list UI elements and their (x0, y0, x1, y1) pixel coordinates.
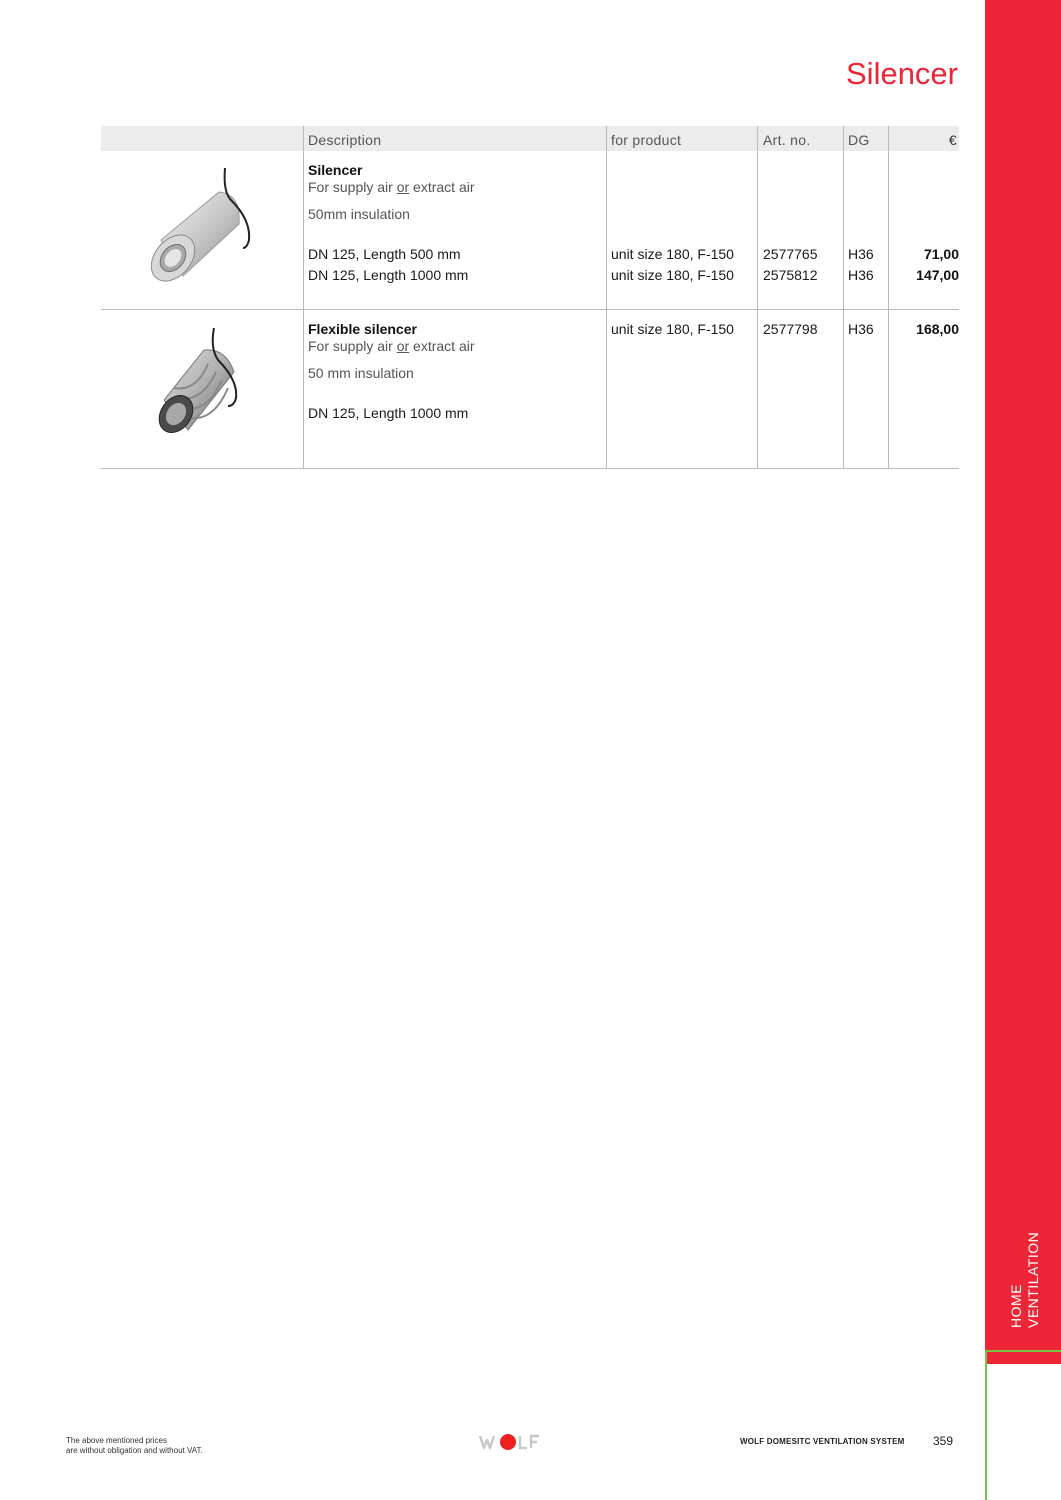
header-for-product: for product (611, 132, 682, 148)
header-dg: DG (848, 132, 870, 148)
row-divider (101, 468, 959, 469)
product-name: Flexible silencer (308, 321, 417, 337)
wolf-logo-icon (478, 1432, 542, 1452)
sidebar-accent-line (985, 1350, 1061, 1352)
sidebar-label-line2: VENTILATION (1025, 1231, 1041, 1328)
variant-for-product: unit size 180, F-150 (611, 246, 734, 262)
variant-art-no: 2577765 (763, 246, 818, 262)
product-insulation: 50 mm insulation (308, 365, 414, 381)
product-subtitle (308, 338, 475, 355)
variant-dg: H36 (848, 246, 874, 262)
column-divider (606, 126, 607, 468)
product-insulation: 50mm insulation (308, 206, 410, 222)
page-number: 359 (933, 1434, 954, 1448)
variant-price: 71,00 (923, 246, 959, 262)
variant-size: DN 125, Length 500 mm (308, 246, 461, 262)
table-header-row (101, 126, 959, 151)
subtitle-text: extract air (409, 179, 475, 195)
row-divider (101, 309, 959, 310)
variant-size: DN 125, Length 1000 mm (308, 405, 469, 421)
variant-art-no: 2575812 (763, 267, 818, 283)
variant-dg: H36 (848, 321, 874, 337)
footer-note-line1: The above mentioned prices (66, 1436, 167, 1445)
sidebar-label-line1: HOME (1008, 1284, 1024, 1328)
subtitle-or: or (396, 338, 410, 354)
variant-art-no: 2577798 (763, 321, 818, 337)
footer-title: WOLF DOMESITC VENTILATION SYSTEM (740, 1437, 905, 1446)
variant-for-product: unit size 180, F-150 (611, 267, 734, 283)
page-title: Silencer (846, 56, 958, 91)
column-divider (888, 126, 889, 468)
sidebar-accent-line-vertical (985, 1350, 987, 1500)
subtitle-text: For supply air (308, 338, 397, 354)
variant-price: 168,00 (916, 321, 959, 337)
header-price: € (948, 132, 957, 148)
flexible-silencer-image (156, 326, 251, 436)
variant-size: DN 125, Length 1000 mm (308, 267, 469, 283)
header-art-no: Art. no. (763, 132, 811, 148)
column-divider (303, 126, 304, 468)
subtitle-or: or (396, 179, 410, 195)
subtitle-text: extract air (409, 338, 475, 354)
sidebar-red-band (985, 0, 1061, 1364)
rigid-silencer-image (151, 164, 256, 289)
variant-for-product: unit size 180, F-150 (611, 321, 734, 337)
product-name: Silencer (308, 162, 363, 178)
subtitle-text: For supply air (308, 179, 397, 195)
sidebar-section-label (1008, 1232, 1042, 1328)
footer-note-line2: are without obligation and without VAT. (66, 1446, 203, 1455)
column-divider (757, 126, 758, 468)
footer-note (66, 1436, 203, 1456)
column-divider (843, 126, 844, 468)
variant-price: 147,00 (916, 267, 959, 283)
header-description: Description (308, 132, 382, 148)
variant-dg: H36 (848, 267, 874, 283)
product-subtitle (308, 179, 475, 196)
